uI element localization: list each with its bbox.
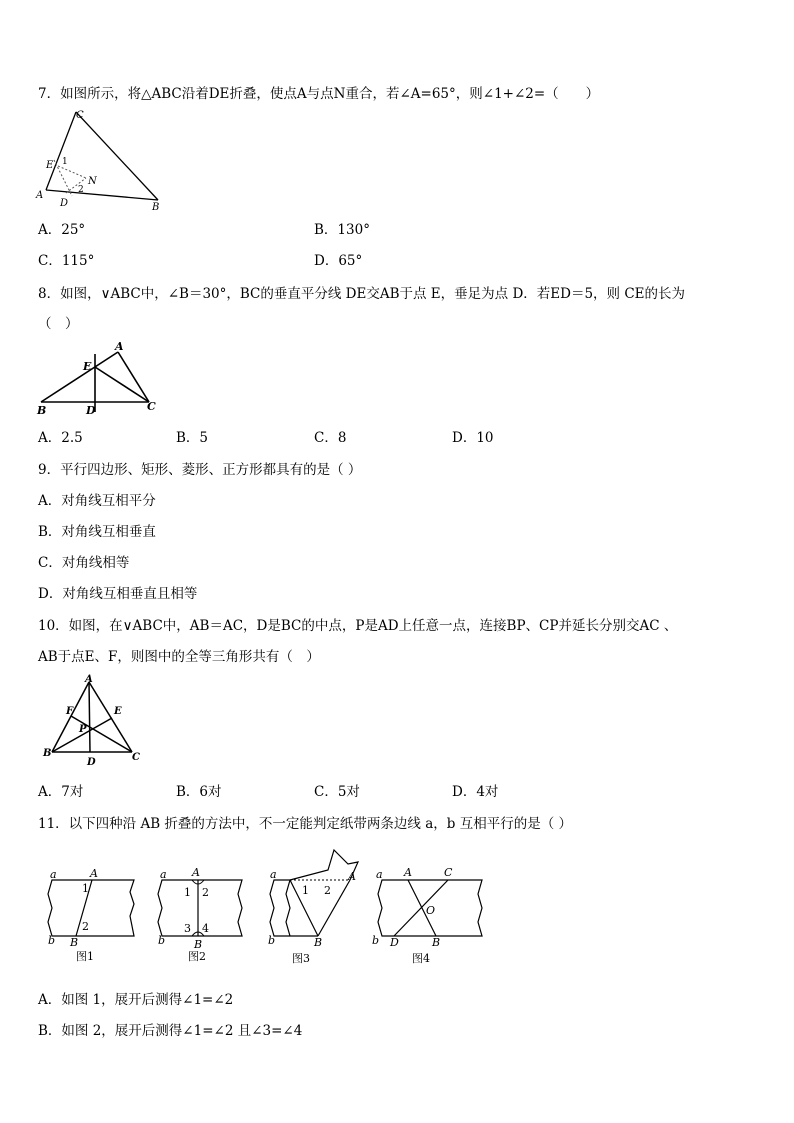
q10-label-f: F: [66, 706, 74, 717]
svg-text:B: B: [194, 938, 203, 951]
svg-text:B: B: [432, 936, 441, 949]
svg-text:b: b: [48, 934, 56, 947]
q11-option-b: B．如图 2，展开后测得∠1=∠2 且∠3=∠4: [38, 1023, 303, 1039]
q11-caption-2: 图2: [188, 950, 206, 963]
q10-figure: [40, 672, 144, 770]
svg-text:a: a: [50, 868, 57, 881]
q11-figure-2: [158, 866, 242, 963]
svg-text:A: A: [404, 866, 412, 879]
q11-stem: 11．以下四种沿 AB 折叠的方法中，不一定能判定纸带两条边线 a，b 互相平行的是（ ）: [38, 816, 572, 832]
q9-option-b: B．对角线互相垂直: [38, 524, 156, 540]
svg-text:1: 1: [82, 882, 89, 895]
q10-option-b: B．6对: [176, 784, 222, 800]
q10-label-e: E: [114, 706, 122, 717]
q11-figure-3: [268, 850, 358, 965]
q8-option-d: D．10: [452, 430, 494, 446]
q9-option-d: D．对角线互相垂直且相等: [38, 586, 198, 602]
svg-text:A: A: [348, 870, 356, 883]
q8-option-c: C．8: [314, 430, 347, 446]
svg-text:a: a: [376, 868, 383, 881]
q7-label-n: N: [88, 176, 97, 187]
q11-figure-1: [48, 867, 134, 963]
q11-figure-4: [372, 866, 482, 965]
q8-stem: 8．如图，∨ABC中，∠B＝30°，BC的垂直平分线 DE交AB于点 E，垂足为点 D．若ED＝5，则 CE的长为: [38, 286, 686, 302]
q10-label-p: P: [79, 724, 87, 735]
q7-label-d: D: [60, 198, 69, 209]
q10-option-d: D．4对: [452, 784, 499, 800]
q7-label-e: E: [46, 160, 54, 171]
q7-option-c: C．115°: [38, 253, 95, 269]
svg-text:a: a: [160, 868, 167, 881]
svg-text:C: C: [444, 866, 453, 879]
q8-figure: [35, 340, 165, 420]
svg-text:B: B: [314, 936, 323, 949]
svg-text:b: b: [158, 934, 166, 947]
q8-option-b: B．5: [176, 430, 209, 446]
svg-text:b: b: [268, 934, 276, 947]
q11-caption-3: 图3: [292, 952, 310, 965]
q10-stem-2: AB于点E、F，则图中的全等三角形共有（ ）: [38, 649, 320, 665]
svg-text:2: 2: [202, 886, 209, 899]
svg-text:O: O: [426, 904, 436, 917]
q7-option-a: A．25°: [38, 222, 86, 238]
q10-label-a: A: [85, 674, 93, 685]
svg-text:3: 3: [184, 922, 191, 935]
q9-option-c: C．对角线相等: [38, 555, 130, 571]
svg-text:a: a: [270, 868, 277, 881]
q7-label-b: B: [152, 202, 160, 212]
q8-label-d: D: [86, 404, 96, 417]
q8-label-a: A: [115, 340, 124, 353]
svg-text:B: B: [70, 936, 79, 949]
svg-text:2: 2: [82, 920, 89, 933]
q10-option-a: A．7对: [38, 784, 84, 800]
q11-figures: [36, 840, 496, 970]
q7-option-b: B．130°: [314, 222, 370, 238]
q10-label-d: D: [87, 757, 96, 768]
q8-option-a: A．2.5: [38, 430, 83, 446]
q11-option-a: A．如图 1，展开后测得∠1=∠2: [38, 992, 234, 1008]
q8-label-c: C: [147, 400, 156, 413]
q7-option-d: D．65°: [314, 253, 363, 269]
q7-label-c: C: [76, 110, 84, 121]
q7-figure: [32, 104, 167, 212]
q7-label-a: A: [36, 190, 44, 201]
q11-caption-4: 图4: [412, 952, 430, 965]
svg-text:1: 1: [302, 884, 309, 897]
q10-label-b: B: [43, 748, 52, 759]
svg-text:b: b: [372, 934, 380, 947]
svg-text:2: 2: [324, 884, 331, 897]
q7-stem: 7．如图所示，将△ABC沿着DE折叠，使点A与点N重合，若∠A=65°，则∠1+∠2=（ ）: [38, 86, 600, 102]
svg-text:A: A: [192, 866, 200, 879]
q8-stem-2: （ ）: [38, 316, 79, 332]
svg-text:4: 4: [202, 922, 209, 935]
q10-stem: 10．如图，在∨ABC中，AB＝AC，D是BC的中点，P是AD上任意一点，连接BP、CP并延长分别交AC 、: [38, 618, 678, 634]
q8-label-b: B: [37, 404, 47, 417]
svg-text:D: D: [390, 936, 399, 949]
q9-option-a: A．对角线互相平分: [38, 493, 156, 509]
q10-option-c: C．5对: [314, 784, 360, 800]
q7-label-2: 2: [78, 185, 84, 195]
q11-caption-1: 图1: [76, 950, 94, 963]
svg-text:1: 1: [184, 886, 191, 899]
q9-stem: 9．平行四边形、矩形、菱形、正方形都具有的是（ ）: [38, 462, 362, 478]
q7-label-1: 1: [62, 157, 68, 167]
svg-text:A: A: [90, 867, 98, 880]
q8-label-e: E: [83, 360, 92, 373]
q10-label-c: C: [132, 752, 140, 763]
